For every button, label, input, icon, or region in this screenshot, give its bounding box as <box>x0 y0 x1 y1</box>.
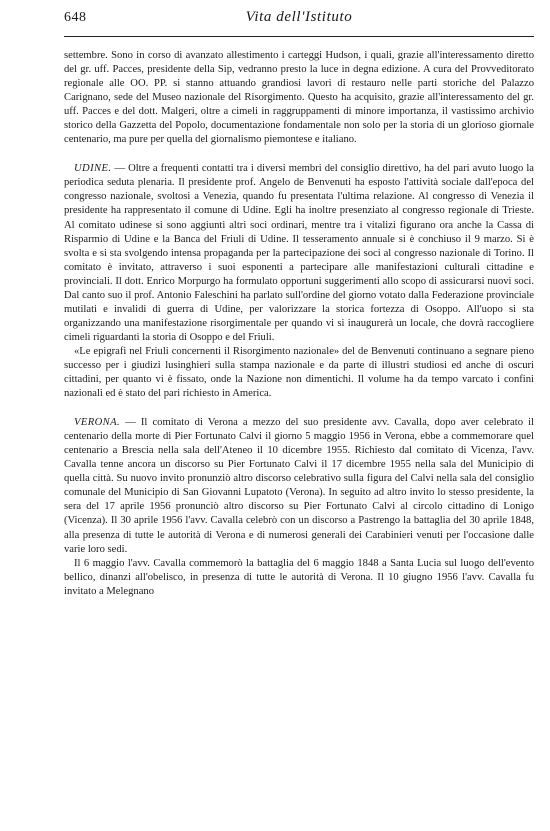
udine-heading: UDINE. <box>74 163 112 175</box>
paragraph-continuation: settembre. Sono in corso di avanzato allestimento i carteggi Hudson, i quali, grazie all'interessamento diretto del gr. uff. Pacces, presidente della Sip, vedranno presto la luce in degna edizione. A cura del Provveditorato regionale alle OO. PP. si stanno attuando grandiosi lavori di restauro nelle parti storiche del Palazzo Carignano, sede del Museo nazionale del Risorgimento. Questo ha acquisito, grazie all'interessamento del gr. uff. Pacces e del dott. Malgeri, oltre a cimeli in raggruppamenti di minore importanza, il vastissimo archivio storico della Gazzetta del Popolo, documentazione fondamentale non solo per la storia di un glorioso giornale centenario, ma pure per quella del giornalismo piemontese e italiano. <box>64 50 534 146</box>
document-page <box>64 0 534 599</box>
section-udine <box>64 162 534 401</box>
udine-text: — Oltre a frequenti contatti tra i diversi membri del consiglio direttivo, ha del pari avuto luogo la periodica seduta plenaria. Il presidente prof. Angelo de Benvenuti ha esposto l'attività sociale dall'epoca del congresso nazionale, svoltosi a Venezia, quando fu presentata l'ultima relazione. Al congresso di Venezia il presidente ha rappresentato il comune di Udine. Egli ha inoltre presenziato al congresso regionale di Trieste. Al comitato udinese si sono aggiunti altri soci ordinari, mentre tra i vitalizi figurano ora anche la Cassa di Risparmio di Udine e la Banca del Friuli di Udine. Il tesseramento annuale si è conchiuso il 9 marzo. Si è svolta e si sta svolgendo intensa propaganda per la partecipazione dei soci al congresso nazionale di Torino. Il comitato è invitato, attraverso i suoi esponenti a partecipare alle manifestazioni culturali cittadine e provinciali. Il dott. Enrico Morpurgo ha formulato opportuni suggerimenti allo scopo di assicurarsi nuovi soci. Dal canto suo il prof. Antonio Faleschini ha parlato sull'ordine del giorno votato dalla Federazione provinciale mutilati e invalidi di guerra di Udine, per valorizzare la storica fortezza di Osoppo. All'uopo si sta organizzando una manifestazione risorgimentale per quando vi si inaugurerà un locale, che dovrà raccogliere cimeli riguardanti la storia di Osoppo e del Friuli. <box>64 163 534 343</box>
page-header <box>64 6 534 37</box>
udine-paragraph <box>64 162 534 345</box>
verona-text: — Il comitato di Verona a mezzo del suo presidente avv. Cavalla, dopo aver celebrato il centenario della morte di Pier Fortunato Calvi il giorno 5 maggio 1956 in Verona, ebbe a commemorare quel centenario a Brescia nella sala dell'Ateneo il 10 dicembre 1955. Richiesto dal comitato di Vicenza, l'avv. Cavalla tenne ancora un discorso su Pier Fortunato Calvi il 17 dicembre 1955 nella sala del Municipio di quella città. Su nuovo invito pronunziò altro discorso celebrativo sulla figura del Calvi nella sala del consiglio comunale del Municipio di San Giovanni Lupatoto (Verona). In seguito ad altro invito lo stesso presidente, la sera del 17 aprile 1956 pronunciò altro discorso su Pier Fortunato Calvi al circolo cittadino di Lonigo (Vicenza). Il 30 aprile 1956 l'avv. Cavalla celebrò con un discorso a Pastrengo la battaglia del 30 aprile 1848, alla presenza di tutte le autorità di Verona e di numerosi generali dei Carabinieri venuti per l'occasione dalle varie loro sedi. <box>64 417 534 555</box>
body-text <box>64 49 534 599</box>
section-verona <box>64 416 534 599</box>
verona-paragraph-2: Il 6 maggio l'avv. Cavalla commemorò la battaglia del 6 maggio 1848 a Santa Lucia sul luogo dell'evento bellico, dinanzi all'obelisco, in presenza di tutte le autorità di Verona. Il 10 giugno 1956 l'avv. Cavalla fu invitato a Melegnano <box>64 557 534 597</box>
udine-paragraph-2: «Le epigrafi nel Friuli concernenti il Risorgimento nazionale» del de Benvenuti continuano a segnare pieno successo per i giudizi lusinghieri sulla stampa nazionale e da parte di illustri studiosi ed anche di oscuri cittadini, per quanto vi è fissato, onde la Nazione non dimentichi. Il volume ha da tempo varcato i confini nazionali ed è stato del pari richiesto in America. <box>64 345 534 400</box>
verona-heading: VERONA. <box>74 417 121 429</box>
running-title: Vita dell'Istituto <box>245 9 353 25</box>
page-number: 648 <box>64 10 87 25</box>
verona-paragraph <box>64 416 534 556</box>
